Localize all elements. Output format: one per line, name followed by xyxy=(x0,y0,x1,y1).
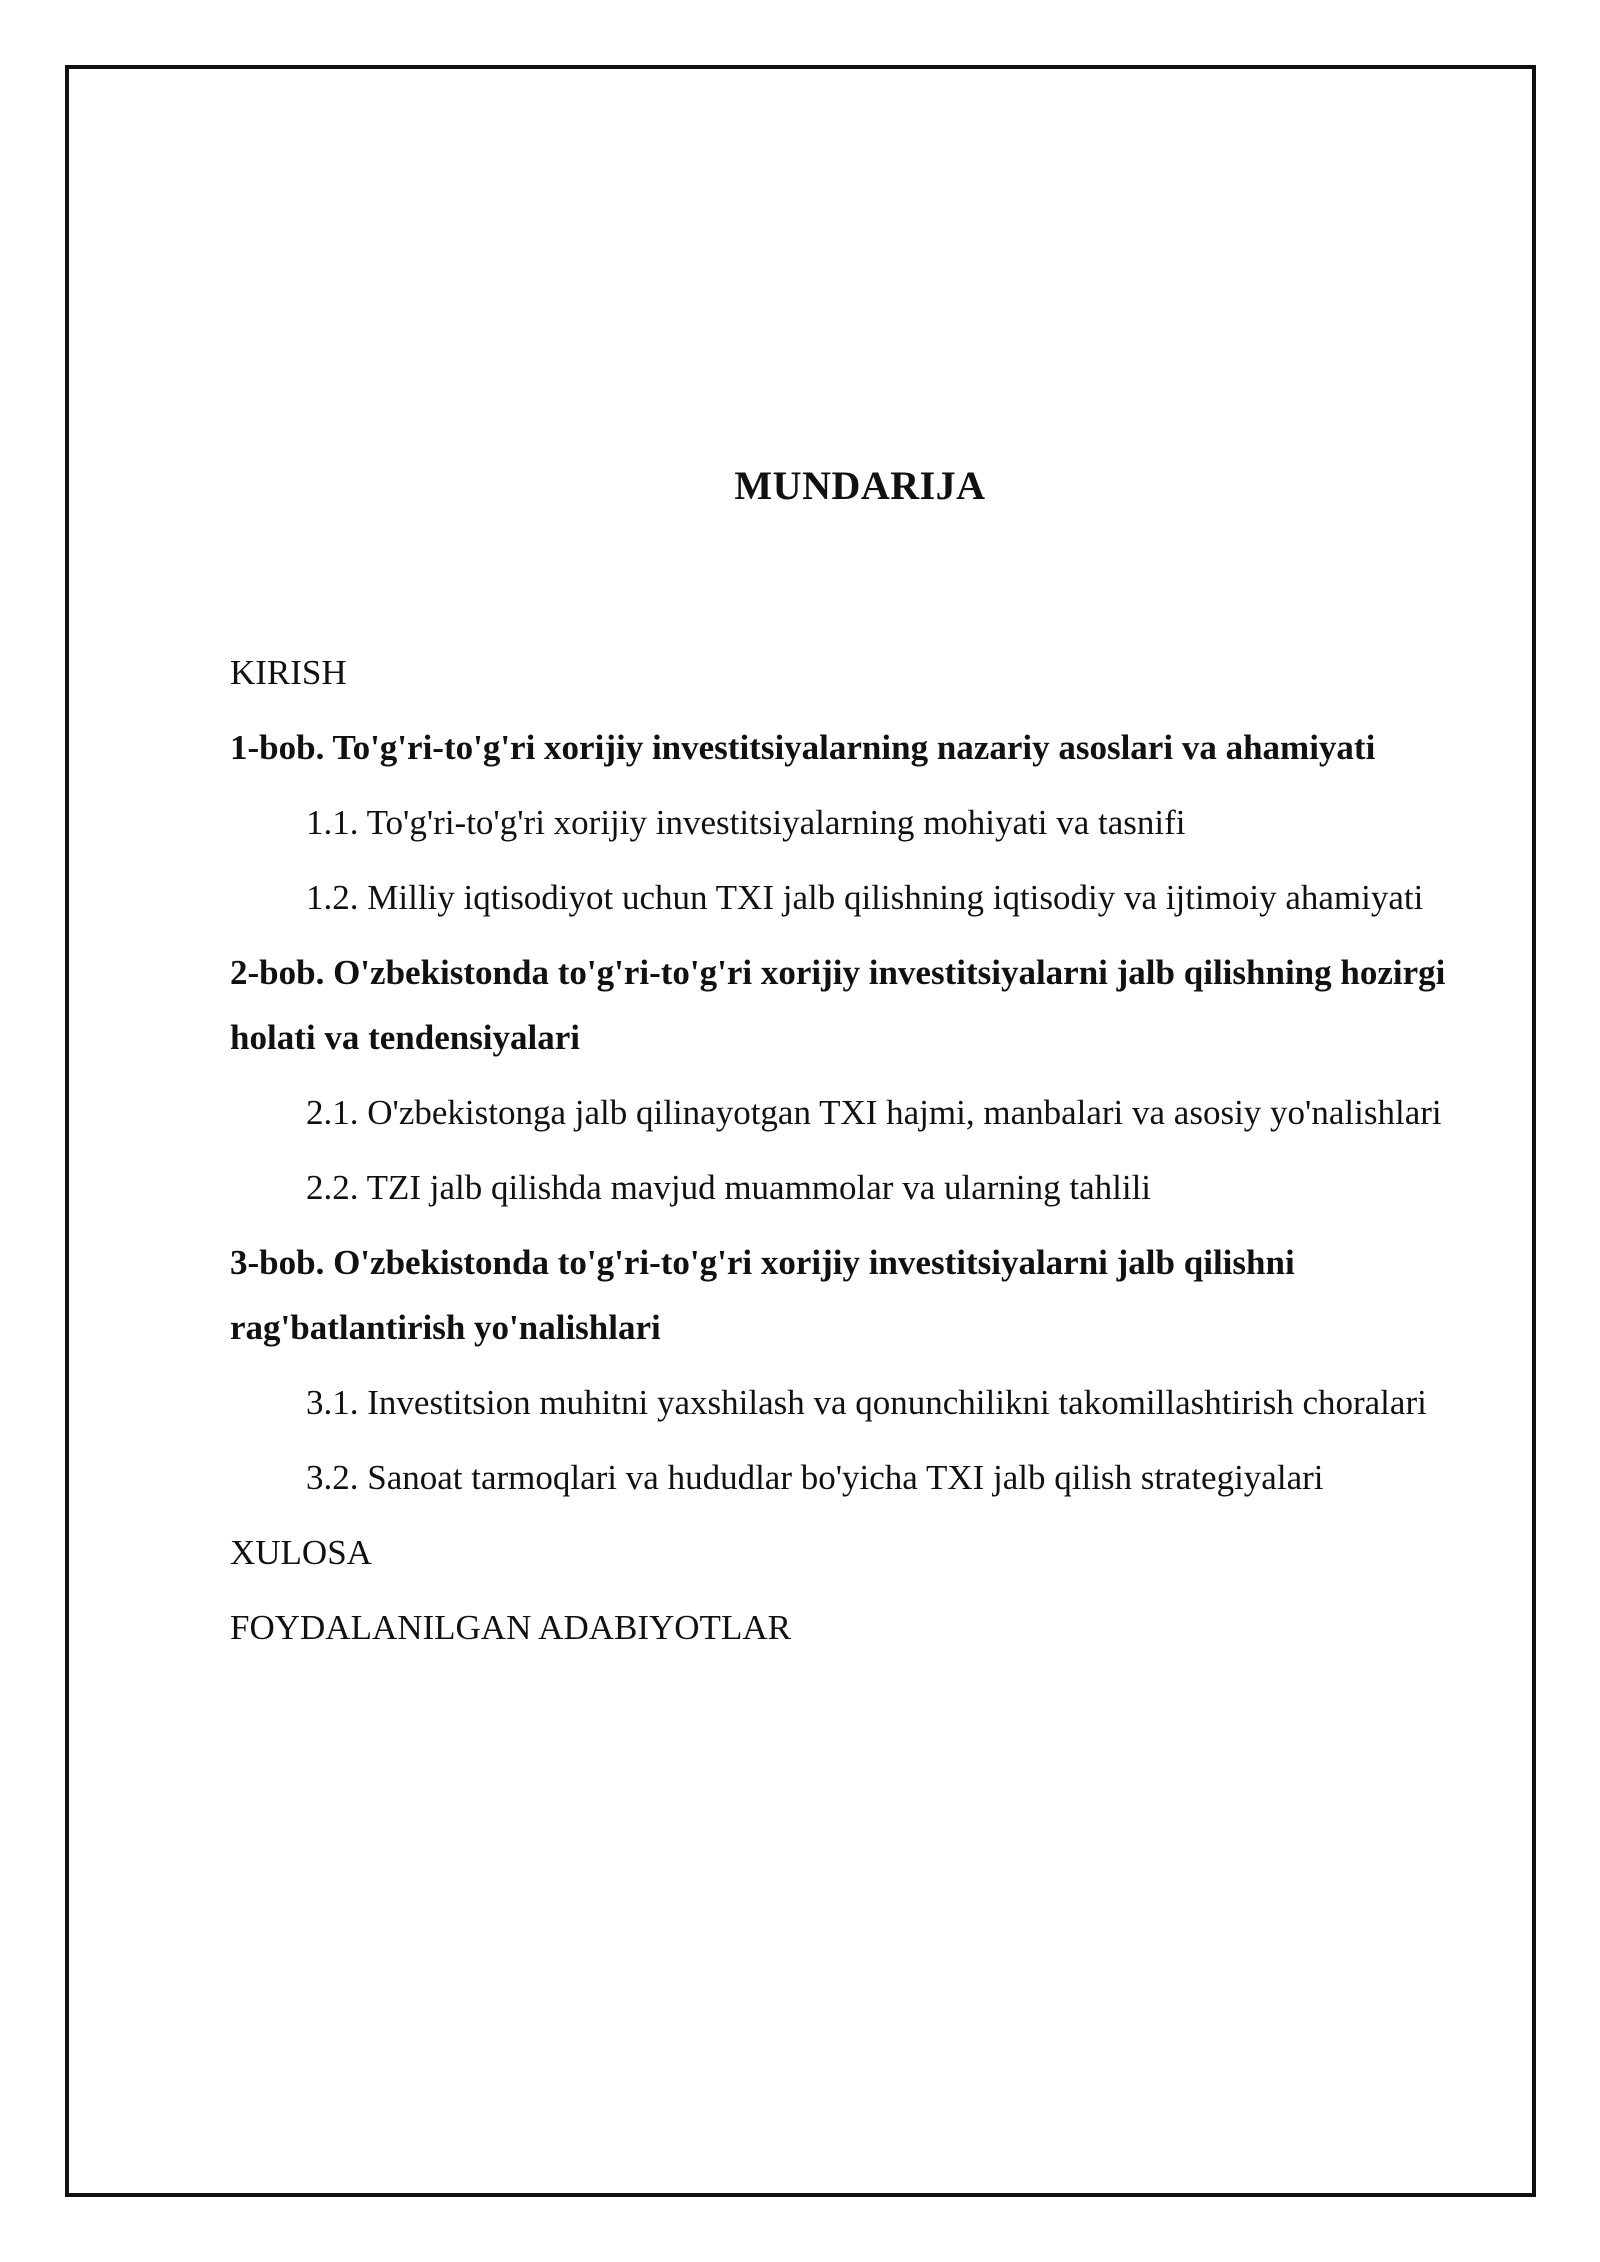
toc-section-1-1: 1.1. To'g'ri-to'g'ri xorijiy investitsiyalarning mohiyati va tasnifi xyxy=(306,803,1186,842)
page-title: MUNDARIJA xyxy=(734,463,986,508)
toc-chapter-2: 2-bob. O'zbekistonda to'g'ri-to'g'ri xorijiy investitsiyalarni jalb qilishning hozirgi holati va tendensiyalari xyxy=(230,953,1446,1057)
toc-section-3-1: 3.1. Investitsion muhitni yaxshilash va qonunchilikni takomillashtirish choralari xyxy=(306,1383,1427,1422)
toc-section-2-2: 2.2. TZI jalb qilishda mavjud muammolar va ularning tahlili xyxy=(306,1168,1152,1207)
toc-item-kirish: KIRISH xyxy=(230,653,347,692)
toc-item-foydalanilgan-adabiyotlar: FOYDALANILGAN ADABIYOTLAR xyxy=(230,1608,791,1647)
toc-item-xulosa: XULOSA xyxy=(230,1533,372,1572)
table-of-contents xyxy=(230,640,1490,1670)
toc-section-3-2: 3.2. Sanoat tarmoqlari va hududlar bo'yicha TXI jalb qilish strategiyalari xyxy=(306,1458,1324,1497)
toc-chapter-3: 3-bob. O'zbekistonda to'g'ri-to'g'ri xorijiy investitsiyalarni jalb qilishni rag'batlantirish yo'nalishlari xyxy=(230,1243,1295,1347)
toc-section-1-2: 1.2. Milliy iqtisodiyot uchun TXI jalb qilishning iqtisodiy va ijtimoiy ahamiyati xyxy=(306,878,1424,917)
toc-section-2-1: 2.1. O'zbekistonga jalb qilinayotgan TXI hajmi, manbalari va asosiy yo'nalishlari xyxy=(306,1093,1442,1132)
toc-chapter-1: 1-bob. To'g'ri-to'g'ri xorijiy investitsiyalarning nazariy asoslari va ahamiyati xyxy=(230,728,1376,767)
